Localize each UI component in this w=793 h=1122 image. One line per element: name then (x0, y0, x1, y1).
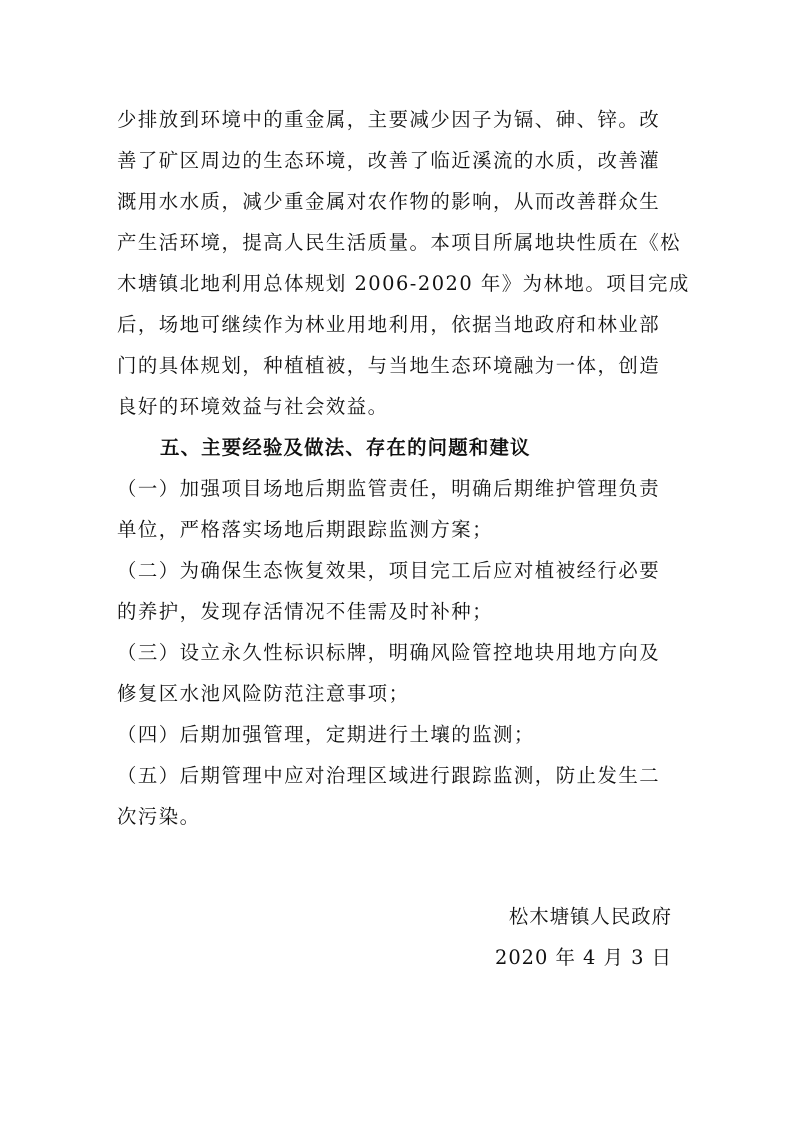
list-item-line: （五）后期管理中应对治理区域进行跟踪监测，防止发生二 (117, 764, 661, 787)
paragraph-line: 产生活环境，提高人民生活质量。本项目所属地块性质在《松 (117, 231, 682, 254)
paragraph-line: 善了矿区周边的生态环境，改善了临近溪流的水质，改善灌 (117, 149, 661, 172)
list-item-line: 的养护，发现存活情况不佳需及时补种； (117, 600, 494, 623)
section-heading: 五、主要经验及做法、存在的问题和建议 (160, 436, 531, 459)
signature-organization: 松木塘镇人民政府 (508, 905, 672, 928)
list-item-line: （一）加强项目场地后期监管责任，明确后期维护管理负责 (117, 477, 661, 500)
list-item-line: （四）后期加强管理，定期进行土壤的监测； (117, 723, 535, 746)
list-item-line: （二）为确保生态恢复效果，项目完工后应对植被经行必要 (117, 559, 661, 582)
paragraph-line: 后，场地可继续作为林业用地利用，依据当地政府和林业部 (117, 313, 661, 336)
signature-date: 2020 年 4 月 3 日 (494, 946, 672, 969)
paragraph-line: 门的具体规划，种植植被，与当地生态环境融为一体，创造 (117, 354, 661, 377)
paragraph-line: 木塘镇北地利用总体规划 2006-2020 年》为林地。项目完成 (117, 272, 690, 295)
list-item-line: 修复区水池风险防范注意事项； (117, 682, 410, 705)
list-item-line: （三）设立永久性标识标牌，明确风险管控地块用地方向及 (117, 641, 661, 664)
paragraph-line: 少排放到环境中的重金属，主要减少因子为镉、砷、锌。改 (117, 108, 661, 131)
list-item-line: 单位，严格落实场地后期跟踪监测方案； (117, 518, 494, 541)
paragraph-line: 良好的环境效益与社会效益。 (117, 395, 389, 418)
paragraph-line: 溉用水水质，减少重金属对农作物的影响，从而改善群众生 (117, 190, 661, 213)
list-item-line: 次污染。 (117, 805, 201, 828)
